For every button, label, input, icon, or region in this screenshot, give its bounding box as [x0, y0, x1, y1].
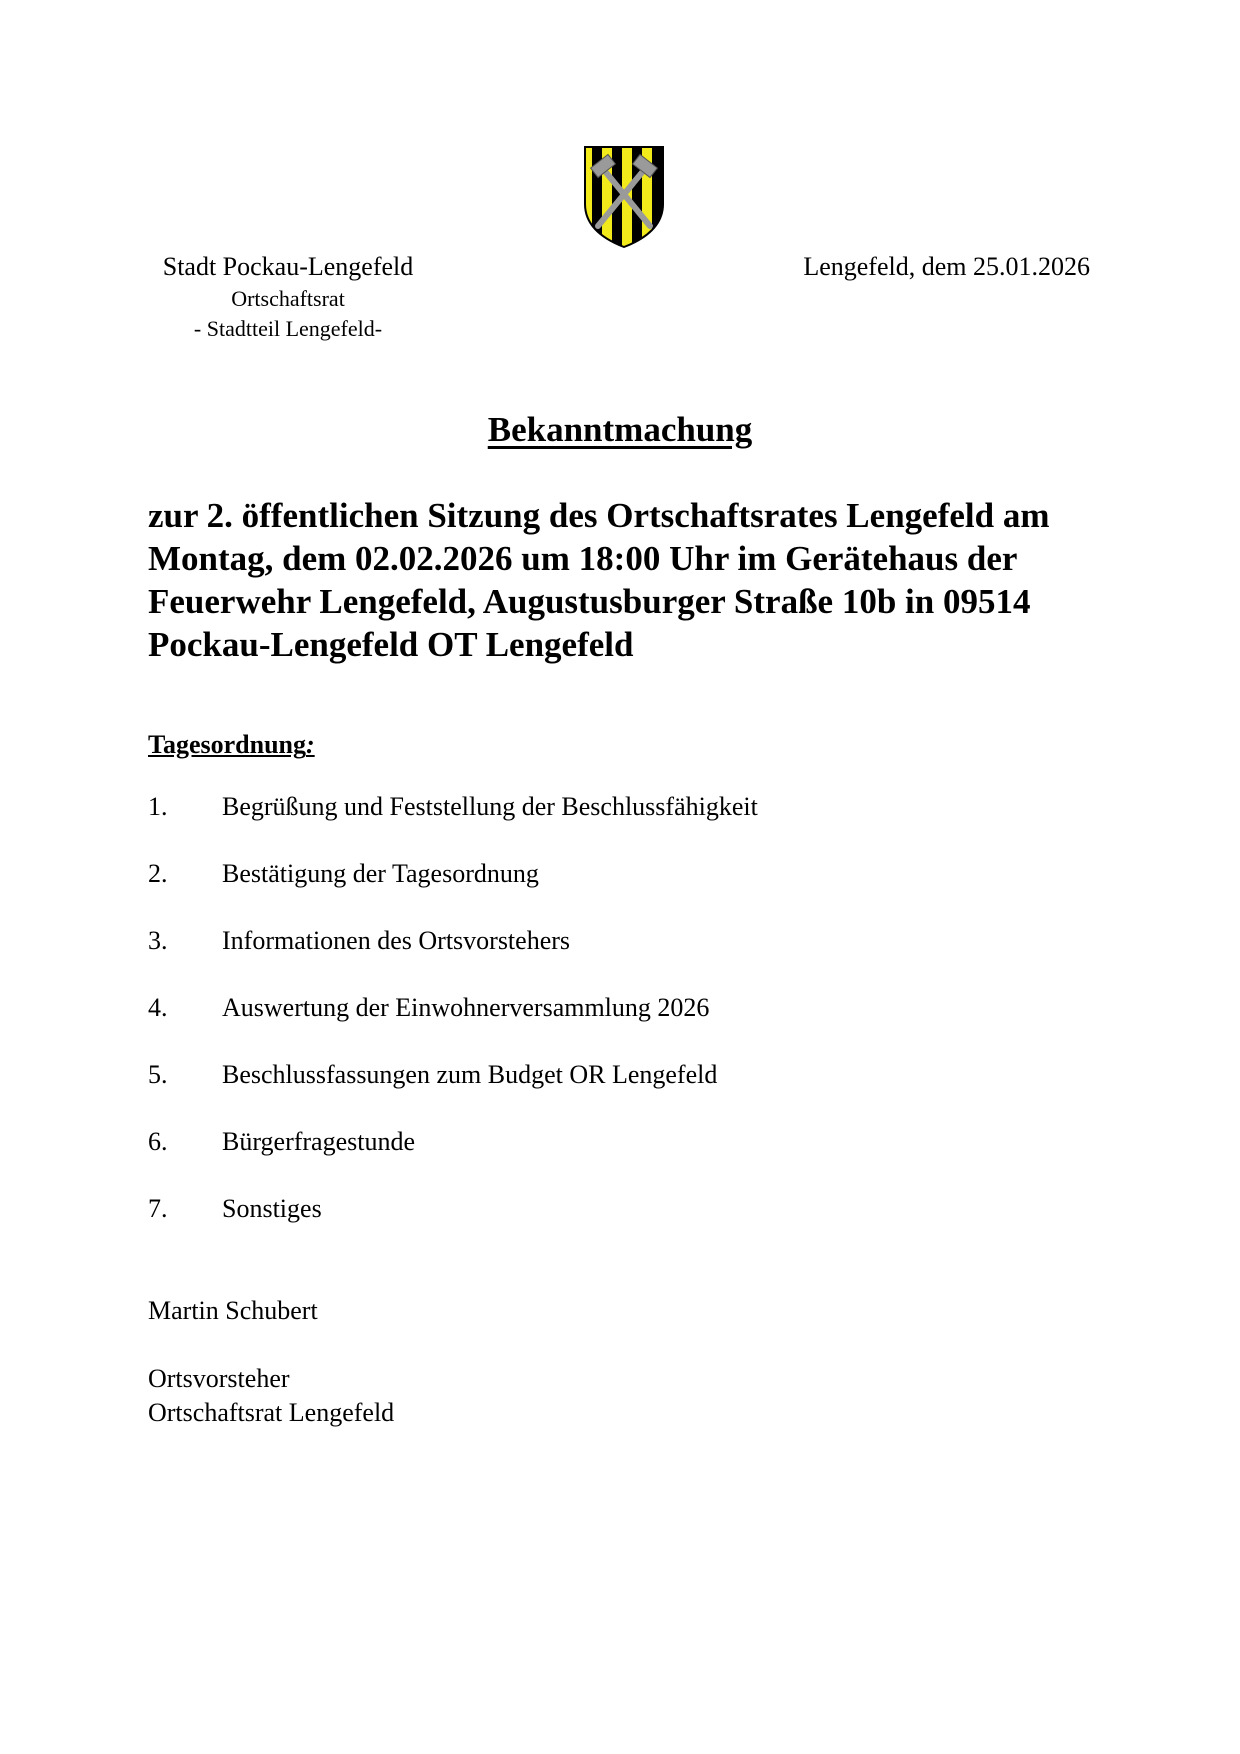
agenda-item-text: Beschlussfassungen zum Budget OR Lengefeld — [222, 1060, 718, 1089]
sender-block — [138, 250, 438, 344]
signature-block — [148, 1294, 394, 1430]
agenda-item — [148, 857, 758, 924]
agenda-item-number: 7. — [148, 1194, 168, 1223]
agenda-item-number: 4. — [148, 993, 168, 1022]
agenda-item — [148, 991, 758, 1058]
sender-district: - Stadtteil Lengefeld- — [193, 316, 383, 341]
agenda-item-number: 2. — [148, 859, 168, 888]
agenda-item — [148, 1125, 758, 1192]
coat-of-arms-icon — [584, 146, 664, 248]
agenda-heading — [148, 728, 315, 762]
meeting-subject: zur 2. öffentlichen Sitzung des Ortschaftsrates Lengefeld am Montag, dem 02.02.2026 um 18:00 Uhr im Gerätehaus der Feuerwehr Lengefeld, Augustusburger Straße 10b in 09514 Pockau-Lengefeld OT Lengefeld — [148, 496, 1050, 664]
agenda-item — [148, 790, 758, 857]
agenda-item — [148, 924, 758, 991]
agenda-item-text: Begrüßung und Feststellung der Beschlussfähigkeit — [222, 792, 758, 821]
agenda-item-number: 1. — [148, 792, 168, 821]
signatory-role: Ortsvorsteher — [148, 1364, 290, 1393]
document-title: Bekanntmachung — [487, 410, 753, 449]
sender-body: Ortschaftsrat — [231, 286, 345, 311]
agenda-item-text: Auswertung der Einwohnerversammlung 2026 — [222, 993, 710, 1022]
agenda-item-text: Bestätigung der Tagesordnung — [222, 859, 539, 888]
signatory-organization: Ortschaftsrat Lengefeld — [148, 1398, 395, 1427]
agenda-item-number: 5. — [148, 1060, 168, 1089]
agenda-list — [148, 790, 758, 1259]
agenda-heading-colon: : — [306, 730, 315, 759]
agenda-item-text: Informationen des Ortsvorstehers — [222, 926, 571, 955]
agenda-item-text: Sonstiges — [222, 1194, 322, 1223]
agenda-item-number: 3. — [148, 926, 168, 955]
agenda-item-number: 6. — [148, 1127, 168, 1156]
sender-city: Stadt Pockau-Lengefeld — [162, 252, 414, 281]
agenda-heading-label: Tagesordnung — [148, 730, 306, 759]
agenda-item — [148, 1192, 758, 1259]
signatory-name: Martin Schubert — [148, 1296, 318, 1325]
agenda-item — [148, 1058, 758, 1125]
place-date: Lengefeld, dem 25.01.2026 — [803, 252, 1090, 281]
agenda-item-text: Bürgerfragestunde — [222, 1127, 416, 1156]
